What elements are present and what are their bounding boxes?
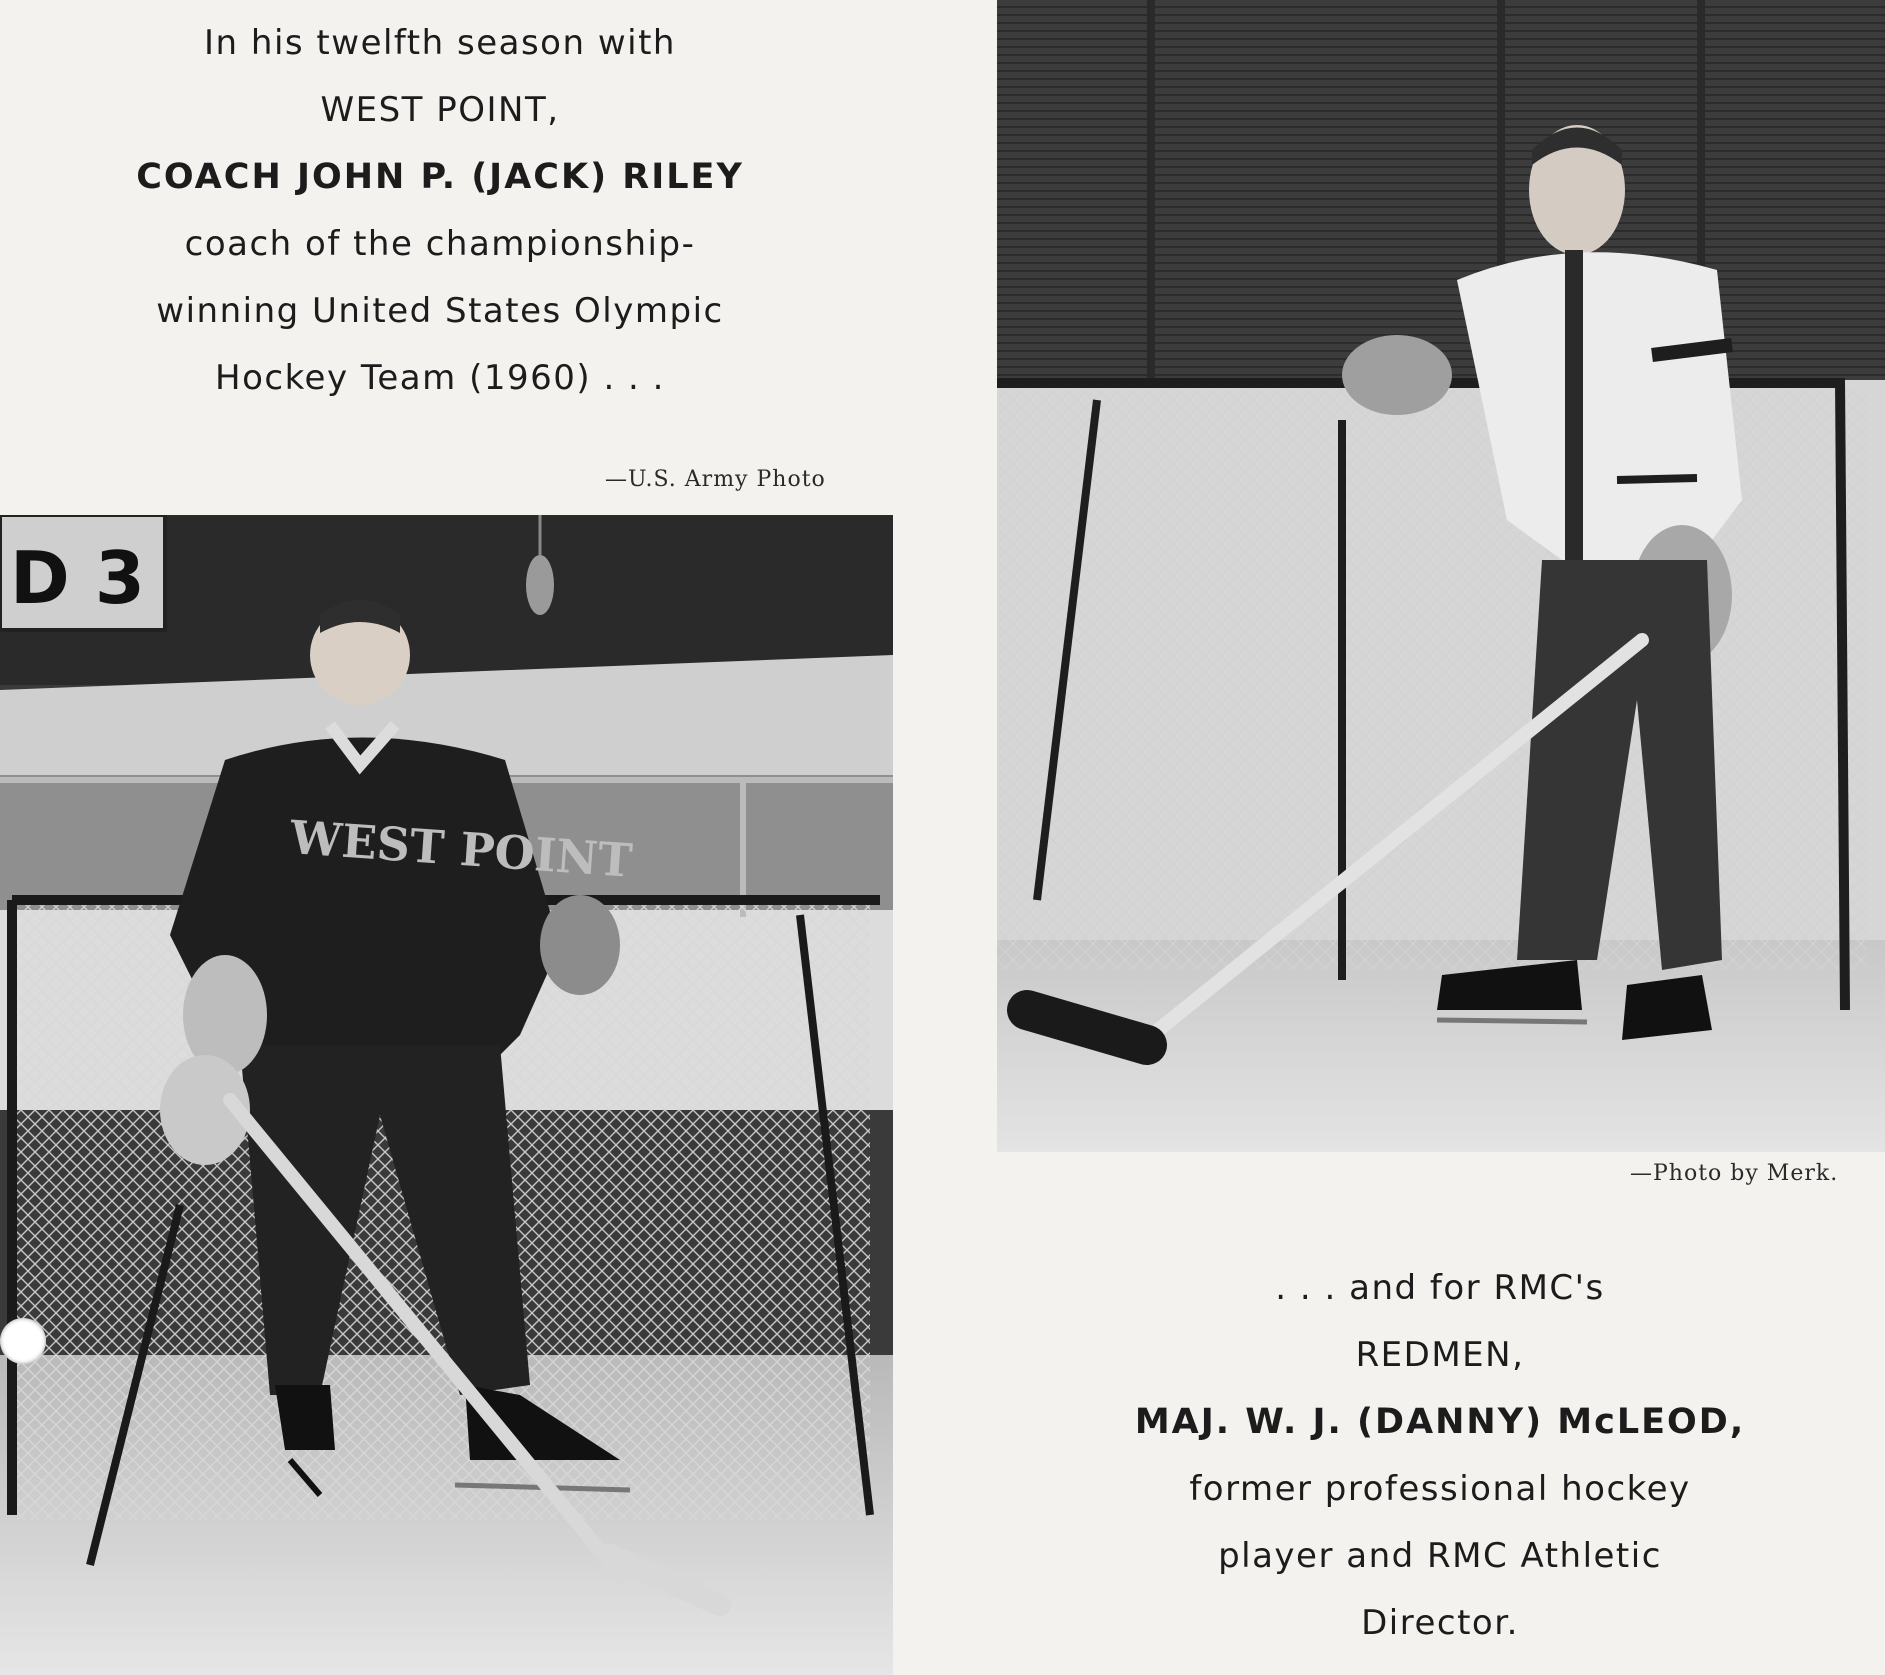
caption-riley-line-6: Hockey Team (1960) . . .	[215, 358, 665, 398]
caption-riley-line-2: WEST POINT,	[320, 90, 560, 130]
photo-credit-army: —U.S. Army Photo	[605, 467, 826, 492]
caption-mcleod-line-4: former professional hockey	[1189, 1469, 1691, 1509]
caption-riley-line-1: In his twelfth season with	[204, 23, 676, 63]
photo-mcleod	[997, 0, 1885, 1152]
caption-mcleod-line-2: REDMEN,	[1355, 1335, 1525, 1375]
caption-mcleod-line-6: Director.	[1361, 1603, 1519, 1643]
photo-riley	[0, 515, 893, 1675]
caption-mcleod-line-5: player and RMC Athletic	[1218, 1536, 1662, 1576]
scoreboard-text: D 3	[10, 536, 145, 620]
caption-riley-line-5: winning United States Olympic	[156, 291, 724, 331]
caption-riley-line-4: coach of the championship-	[184, 224, 696, 264]
caption-mcleod	[1080, 1255, 1800, 1657]
caption-mcleod-name: MAJ. W. J. (DANNY) McLEOD,	[1134, 1402, 1746, 1442]
caption-riley-name: COACH JOHN P. (JACK) RILEY	[136, 157, 744, 197]
caption-mcleod-line-1: . . . and for RMC's	[1275, 1268, 1605, 1308]
scoreboard	[0, 515, 165, 630]
caption-riley	[60, 10, 820, 412]
jersey-text: WEST POINT	[288, 810, 635, 888]
binder-hole	[0, 1318, 46, 1364]
photo-credit-merk: —Photo by Merk.	[1630, 1161, 1839, 1186]
